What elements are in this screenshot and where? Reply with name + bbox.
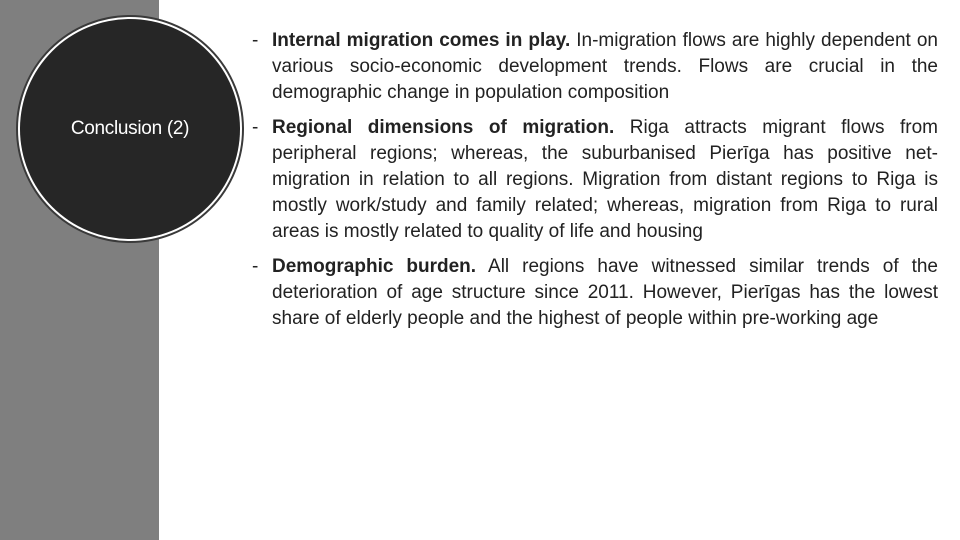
- bullet-internal-migration: [252, 28, 938, 105]
- bullet-heading: Demographic burden.: [272, 256, 477, 278]
- slide-title: Conclusion (2): [70, 118, 190, 139]
- bullet-marker: -: [252, 256, 259, 278]
- bullet-text: Riga attracts migrant flows from peripheral regions; whereas, the suburbanised Pierīga has positive net-migration in relation to all regions. Migration from distant regions to Riga is mostly work/study and family related; whereas, migration from Riga to rural areas is mostly related to quality of life and housing: [272, 117, 938, 242]
- title-circle: [20, 19, 240, 239]
- bullet-text: All regions have witnessed similar trends of the deterioration of age structure since 2011. However, Pierīgas has the lowest share of elderly people and the highest of people within pre-working age: [272, 256, 938, 329]
- bullet-text: In-migration flows are highly dependent on various socio-economic development trends. Flows are crucial in the demographic change in population composition: [272, 30, 938, 103]
- bullet-regional-dimensions: [252, 115, 938, 244]
- bullet-list: [252, 28, 938, 342]
- bullet-marker: -: [252, 30, 259, 51]
- bullet-heading: Internal migration comes in play.: [272, 30, 571, 51]
- bullet-marker: -: [252, 117, 259, 139]
- bullet-demographic-burden: [252, 254, 938, 331]
- bullet-heading: Regional dimensions of migration.: [272, 117, 615, 139]
